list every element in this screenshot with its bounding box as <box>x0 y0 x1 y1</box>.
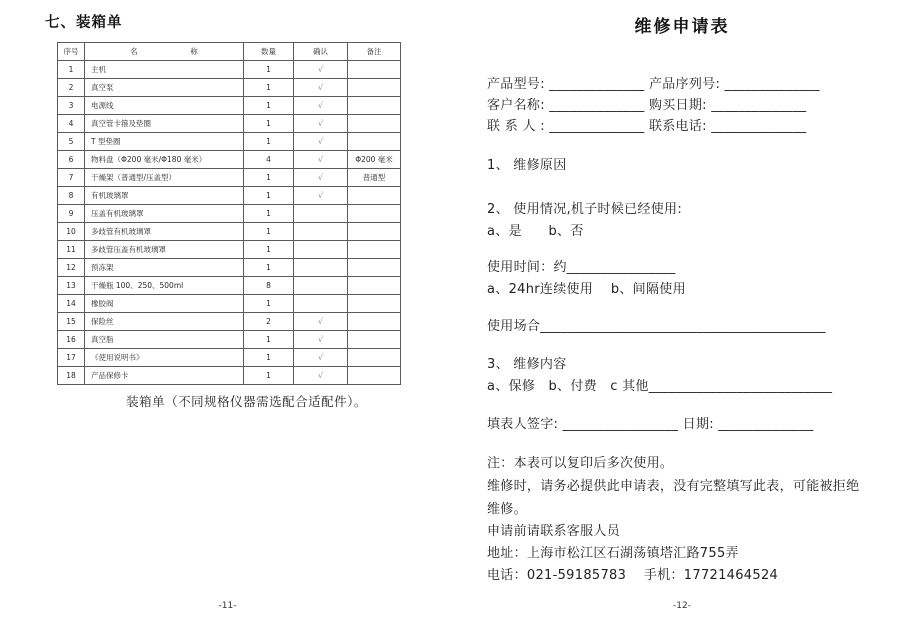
col-header-name: 名 称 <box>85 43 244 61</box>
cell-no: 18 <box>58 367 85 385</box>
cell-no: 2 <box>58 79 85 97</box>
table-row <box>58 277 401 295</box>
cell-no: 16 <box>58 331 85 349</box>
col-header-remark: 备注 <box>348 43 401 61</box>
cell-name: 主机 <box>85 61 244 79</box>
form-line-note-copy: 注：本表可以复印后多次使用。 <box>487 456 674 471</box>
form-line-contact-person: 联 系 人 : ______________ 联系电话: ______________ <box>487 119 807 134</box>
packing-table-body <box>58 61 401 385</box>
cell-qty: 1 <box>244 223 294 241</box>
page-number-left: -11- <box>218 601 237 611</box>
table-caption: 装箱单（不同规格仪器需选配合适配件）。 <box>126 394 367 409</box>
cell-remark <box>348 187 401 205</box>
col-header-confirm: 确认 <box>294 43 348 61</box>
cell-remark <box>348 367 401 385</box>
form-line-contact-service: 申请前请联系客服人员 <box>487 524 621 539</box>
cell-qty: 1 <box>244 259 294 277</box>
cell-no: 11 <box>58 241 85 259</box>
table-row <box>58 331 401 349</box>
cell-remark <box>348 223 401 241</box>
cell-confirm: √ <box>294 151 348 169</box>
cell-no: 12 <box>58 259 85 277</box>
table-row <box>58 61 401 79</box>
table-row <box>58 151 401 169</box>
page-number-right: -12- <box>673 601 691 611</box>
cell-remark <box>348 205 401 223</box>
table-row <box>58 259 401 277</box>
cell-confirm: √ <box>294 187 348 205</box>
cell-remark <box>348 277 401 295</box>
form-line-signature-date: 填表人签字: _________________ 日期: ______________ <box>487 417 814 432</box>
table-row <box>58 223 401 241</box>
cell-no: 3 <box>58 97 85 115</box>
cell-remark <box>348 313 401 331</box>
cell-no: 8 <box>58 187 85 205</box>
table-row <box>58 79 401 97</box>
cell-confirm <box>294 259 348 277</box>
cell-qty: 1 <box>244 169 294 187</box>
cell-confirm: √ <box>294 313 348 331</box>
page-title: 七、装箱单 <box>45 15 123 31</box>
form-line-product-model: 产品型号: ______________ 产品序列号: ______________ <box>487 77 820 92</box>
cell-name: 压盖有机玻璃罩 <box>85 205 244 223</box>
cell-qty: 4 <box>244 151 294 169</box>
cell-remark <box>348 97 401 115</box>
cell-confirm <box>294 223 348 241</box>
cell-remark <box>348 295 401 313</box>
table-row <box>58 313 401 331</box>
table-row <box>58 169 401 187</box>
cell-remark <box>348 349 401 367</box>
col-header-qty: 数量 <box>244 43 294 61</box>
cell-qty: 1 <box>244 205 294 223</box>
cell-name: 有机玻璃罩 <box>85 187 244 205</box>
table-row <box>58 349 401 367</box>
cell-name: 电源线 <box>85 97 244 115</box>
table-header-row <box>58 43 401 61</box>
cell-confirm: √ <box>294 367 348 385</box>
cell-confirm: √ <box>294 349 348 367</box>
cell-name: 多歧管有机玻璃罩 <box>85 223 244 241</box>
cell-confirm: √ <box>294 97 348 115</box>
table-row <box>58 241 401 259</box>
cell-name: 干燥架（普通型/压盖型） <box>85 169 244 187</box>
form-line-note-required-1: 维修时，请务必提供此申请表，没有完整填写此表，可能被拒绝 <box>487 479 860 494</box>
form-line-phone: 电话：021-59185783 手机：17721464524 <box>487 568 779 583</box>
cell-confirm: √ <box>294 115 348 133</box>
cell-remark <box>348 241 401 259</box>
cell-qty: 1 <box>244 295 294 313</box>
cell-name: 预冻架 <box>85 259 244 277</box>
cell-name: 《使用说明书》 <box>85 349 244 367</box>
cell-name: 真空脂 <box>85 331 244 349</box>
form-line-repair-content: 3、 维修内容 <box>487 357 567 372</box>
cell-qty: 1 <box>244 115 294 133</box>
form-line-repair-reason: 1、 维修原因 <box>487 158 567 173</box>
cell-qty: 1 <box>244 133 294 151</box>
cell-name: 真空管卡箍及垫圈 <box>85 115 244 133</box>
cell-no: 10 <box>58 223 85 241</box>
table-row <box>58 133 401 151</box>
cell-remark: Φ200 毫米 <box>348 151 401 169</box>
cell-remark <box>348 79 401 97</box>
cell-name: 多歧管压盖有机玻璃罩 <box>85 241 244 259</box>
cell-no: 6 <box>58 151 85 169</box>
cell-name: 物料盘（Φ200 毫米/Φ180 毫米） <box>85 151 244 169</box>
cell-confirm: √ <box>294 133 348 151</box>
cell-name: 真空泵 <box>85 79 244 97</box>
table-row <box>58 97 401 115</box>
form-line-repair-options: a、保修 b、付费 c 其他___________________________ <box>487 379 833 394</box>
cell-qty: 1 <box>244 241 294 259</box>
cell-name: 产品保修卡 <box>85 367 244 385</box>
cell-no: 14 <box>58 295 85 313</box>
cell-qty: 1 <box>244 187 294 205</box>
cell-qty: 1 <box>244 367 294 385</box>
table-row <box>58 187 401 205</box>
cell-no: 4 <box>58 115 85 133</box>
table-row <box>58 367 401 385</box>
cell-no: 13 <box>58 277 85 295</box>
form-line-usage-status: 2、 使用情况,机子时候已经使用: <box>487 202 683 217</box>
cell-no: 1 <box>58 61 85 79</box>
cell-qty: 8 <box>244 277 294 295</box>
cell-remark <box>348 133 401 151</box>
cell-no: 5 <box>58 133 85 151</box>
form-line-yes-no: a、是 b、否 <box>487 224 584 239</box>
col-header-no: 序号 <box>58 43 85 61</box>
cell-confirm: √ <box>294 331 348 349</box>
page-repair-form <box>455 0 909 627</box>
cell-qty: 1 <box>244 79 294 97</box>
cell-confirm <box>294 205 348 223</box>
cell-confirm <box>294 241 348 259</box>
cell-confirm: √ <box>294 169 348 187</box>
cell-no: 15 <box>58 313 85 331</box>
cell-remark <box>348 259 401 277</box>
packing-table <box>57 42 401 385</box>
cell-remark: 普通型 <box>348 169 401 187</box>
cell-confirm <box>294 295 348 313</box>
form-line-customer-name: 客户名称: ______________ 购买日期: ______________ <box>487 98 807 113</box>
table-row <box>58 115 401 133</box>
cell-confirm <box>294 277 348 295</box>
cell-name: 保险丝 <box>85 313 244 331</box>
table-row <box>58 295 401 313</box>
cell-name: T 型垫圈 <box>85 133 244 151</box>
cell-qty: 1 <box>244 349 294 367</box>
cell-remark <box>348 61 401 79</box>
cell-qty: 1 <box>244 331 294 349</box>
cell-confirm: √ <box>294 61 348 79</box>
cell-no: 7 <box>58 169 85 187</box>
form-title: 维修申请表 <box>634 17 730 37</box>
cell-no: 17 <box>58 349 85 367</box>
cell-confirm: √ <box>294 79 348 97</box>
cell-name: 干燥瓶 100、250、500ml <box>85 277 244 295</box>
cell-qty: 1 <box>244 61 294 79</box>
form-line-note-required-2: 维修。 <box>487 502 527 517</box>
cell-qty: 1 <box>244 97 294 115</box>
form-line-address: 地址：上海市松江区石湖荡镇塔汇路755弄 <box>487 546 739 561</box>
cell-no: 9 <box>58 205 85 223</box>
cell-remark <box>348 331 401 349</box>
form-line-usage-mode: a、24hr连续使用 b、间隔使用 <box>487 282 686 297</box>
cell-name: 橡胶阀 <box>85 295 244 313</box>
form-line-usage-time: 使用时间：约________________ <box>487 260 676 275</box>
cell-qty: 2 <box>244 313 294 331</box>
form-line-usage-occasion: 使用场合__________________________________________ <box>487 319 826 334</box>
table-row <box>58 205 401 223</box>
cell-remark <box>348 115 401 133</box>
